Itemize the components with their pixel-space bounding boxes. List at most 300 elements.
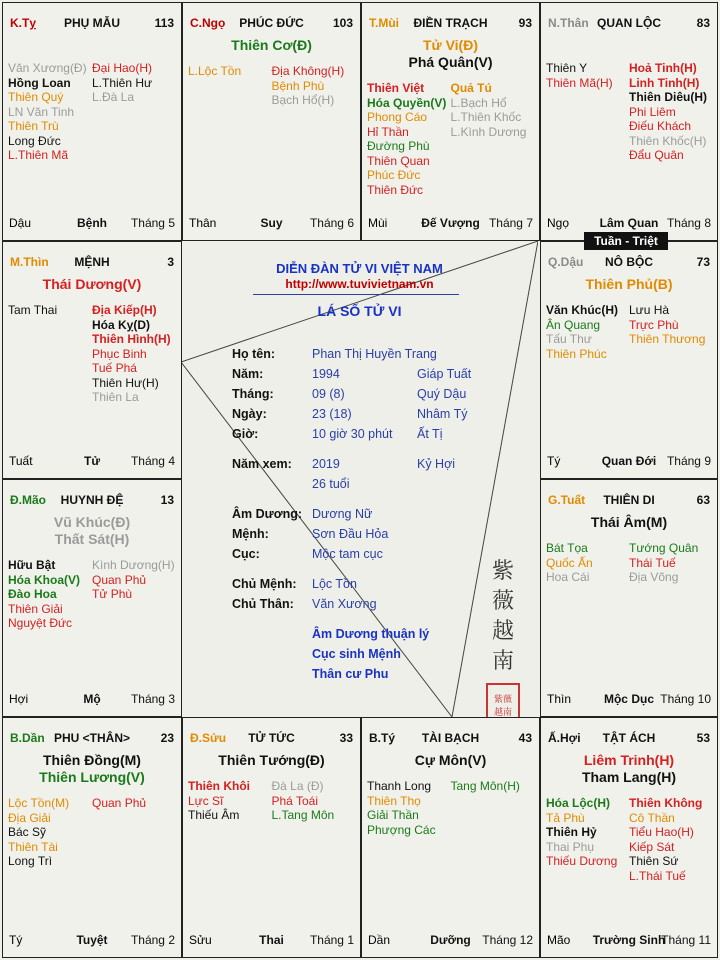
minor-star: Thái Tuế [629, 555, 676, 570]
info-value: Phan Thị Huyền Trang [312, 347, 437, 361]
minor-stars [8, 61, 176, 163]
earthly-branch: Mùi [368, 216, 388, 230]
star-column-left [188, 64, 272, 108]
palace-header [548, 255, 710, 271]
palace-cell [2, 717, 182, 958]
minor-stars [367, 81, 534, 197]
palace-name: ĐIỀN TRẠCH [413, 16, 488, 30]
life-phase: Bệnh [77, 216, 107, 230]
minor-star: Hỉ Thần [367, 124, 409, 139]
info-value: 1994 [312, 367, 340, 381]
heavenly-stem: N.Thân [548, 16, 589, 30]
star-column-left [367, 779, 451, 837]
info-label: Mệnh: [232, 527, 269, 541]
earthly-branch: Thân [189, 216, 217, 230]
star-column-left [8, 796, 92, 869]
minor-star: Bát Tọa [546, 541, 588, 555]
minor-star: L.Đà La [92, 90, 135, 104]
minor-star: Lộc Tồn(M) [8, 796, 70, 810]
star-column-left [367, 81, 451, 197]
star-column-left [546, 796, 629, 883]
info-value: Mộc tam cục [312, 547, 383, 561]
minor-star: Địa Giải [8, 810, 51, 825]
minor-star: Thiên Khôi [188, 779, 250, 793]
heavenly-stem: B.Dần [10, 731, 45, 745]
calligraphy-seal [481, 557, 525, 717]
minor-star: Đà La (Đ) [271, 779, 324, 793]
star-column-left [546, 303, 629, 361]
info-label: Giờ: [232, 427, 259, 441]
major-star: Thiên Phủ(B) [585, 276, 673, 292]
life-phase: Suy [260, 216, 283, 230]
major-star: Phá Quân(V) [408, 54, 493, 70]
month-label: Tháng 10 [660, 692, 711, 706]
palace-cell [540, 717, 718, 958]
info-value: Sơn Đầu Hỏa [312, 527, 389, 541]
info-value-canchi: Nhâm Tý [417, 407, 468, 421]
major-star: Thái Âm(M) [590, 514, 668, 530]
palace-name: MỆNH [74, 255, 110, 269]
minor-star: Tướng Quân [629, 541, 699, 555]
star-column-right [629, 61, 712, 163]
minor-star: Bạch Hổ(H) [271, 93, 335, 107]
palace-footer [547, 692, 711, 706]
forum-name: DIỄN ĐÀN TỬ VI VIỆT NAM [276, 261, 443, 276]
info-value: 26 tuổi [312, 477, 350, 491]
minor-star: Hoả Tinh(H) [629, 61, 697, 75]
star-column-right [629, 541, 712, 585]
month-label: Tháng 9 [666, 454, 711, 468]
major-stars [183, 752, 360, 769]
palace-header [10, 16, 174, 32]
minor-star: Điếu Khách [629, 119, 692, 133]
major-stars [541, 276, 717, 293]
major-star: Thiên Tướng(Đ) [218, 752, 325, 768]
minor-star: Quốc Ấn [546, 555, 593, 570]
star-column-right [272, 64, 356, 108]
minor-star: Thiên Khốc(H) [629, 133, 707, 148]
minor-star: Phượng Các [367, 822, 436, 837]
info-value-canchi: Quý Dậu [417, 387, 467, 401]
palace-number: 23 [160, 731, 174, 745]
minor-star: Địa Không(H) [271, 64, 345, 78]
palace-footer [547, 933, 711, 947]
major-star: Thiên Đồng(M) [43, 752, 141, 768]
heavenly-stem: Đ.Mão [10, 493, 46, 507]
star-column-right [92, 303, 176, 405]
tuan-triet-label: Tuần - Triệt [584, 232, 668, 250]
star-column-right [629, 303, 712, 361]
earthly-branch: Tý [9, 933, 23, 947]
earthly-branch: Ngọ [547, 216, 570, 230]
palace-name: NÔ BỘC [605, 255, 653, 269]
calligraphy-char: 紫 [491, 559, 514, 584]
major-star: Tử Vi(Đ) [423, 37, 478, 53]
earthly-branch: Mão [547, 933, 571, 947]
earthly-branch: Dậu [9, 216, 32, 230]
info-value: 23 (18) [312, 407, 352, 421]
info-label: Chủ Mệnh: [232, 577, 297, 591]
minor-star: L.Thiên Hư [92, 75, 153, 90]
minor-star: Kình Dương(H) [92, 558, 175, 572]
minor-star: Văn Xương(Đ) [8, 61, 87, 75]
earthly-branch: Dần [368, 933, 391, 947]
minor-star: Địa Kiếp(H) [92, 303, 157, 317]
palace-cell [540, 2, 718, 241]
minor-star: L.Kình Dương [450, 124, 527, 139]
minor-star: L.Thiên Mã [8, 148, 69, 162]
palace-number: 33 [339, 731, 353, 745]
minor-star: Tang Môn(H) [450, 779, 520, 793]
minor-star: Phi Liêm [629, 104, 676, 119]
heavenly-stem: Q.Dậu [548, 255, 584, 269]
palace-header [369, 16, 532, 32]
minor-star: Phúc Đức [367, 168, 421, 182]
minor-star: Thiên Hỷ [546, 825, 597, 839]
minor-star: Tam Thai [8, 303, 58, 317]
palace-name: PHỤ MẪU [64, 16, 120, 30]
earthly-branch: Tuất [9, 454, 33, 468]
minor-star: Thiên Không [629, 796, 703, 810]
chart-note: Thân cư Phu [312, 667, 389, 681]
minor-star: Phá Toái [271, 793, 318, 808]
horoscope-chart [2, 2, 718, 958]
star-column-right [92, 61, 176, 163]
minor-star: Thiên Hư(H) [92, 375, 159, 390]
minor-star: Quả Tú [450, 81, 492, 95]
star-column-right [629, 796, 712, 883]
palace-header [10, 731, 174, 747]
info-label: Năm: [232, 367, 264, 381]
minor-star: Hóa Kỵ(D) [92, 317, 151, 332]
star-column-left [546, 541, 629, 585]
month-label: Tháng 3 [130, 692, 175, 706]
palace-number: 93 [518, 16, 532, 30]
minor-star: Hoa Cái [546, 570, 590, 584]
minor-star: Hóa Lộc(H) [546, 796, 610, 810]
minor-star: Phục Binh [92, 346, 147, 361]
palace-name: PHÚC ĐỨC [239, 16, 304, 30]
info-label: Ngày: [232, 407, 267, 421]
month-label: Tháng 1 [309, 933, 354, 947]
minor-star: Thiên Mã(H) [546, 75, 613, 90]
palace-cell [361, 2, 540, 241]
major-star: Thiên Lương(V) [39, 769, 145, 785]
calligraphy-char: 越 [491, 619, 514, 644]
center-info-panel [181, 241, 538, 717]
palace-footer [368, 933, 533, 947]
minor-star: Thiếu Dương [546, 854, 618, 868]
minor-star: Thiên Tài [8, 839, 58, 854]
minor-star: Ân Quang [546, 317, 601, 332]
minor-star: Trực Phù [629, 317, 679, 332]
minor-star: Thiên Y [546, 61, 588, 75]
earthly-branch: Thìn [547, 692, 572, 706]
major-star: Tham Lang(H) [581, 769, 677, 785]
earthly-branch: Tý [547, 454, 561, 468]
palace-name: PHU <THÂN> [53, 731, 130, 745]
month-label: Tháng 11 [661, 933, 711, 947]
major-stars [183, 37, 360, 54]
minor-stars [546, 303, 712, 361]
palace-number: 73 [696, 255, 710, 269]
star-column-right [92, 558, 176, 631]
star-column-left [546, 61, 629, 163]
minor-star: Tiểu Hao(H) [629, 825, 694, 839]
month-label: Tháng 2 [130, 933, 175, 947]
minor-star: Thiên Hình(H) [92, 332, 171, 346]
life-phase: Mộ [83, 692, 101, 706]
palace-name: TÀI BẠCH [421, 731, 480, 745]
heavenly-stem: B.Tý [369, 731, 396, 745]
minor-star: Thai Phụ [546, 839, 595, 854]
info-value: 2019 [312, 457, 340, 471]
palace-footer [9, 454, 175, 468]
palace-name: TẬT ÁCH [602, 731, 656, 745]
palace-header [548, 16, 710, 32]
minor-star: Đại Hao(H) [92, 61, 153, 75]
star-column-right [451, 81, 535, 197]
major-star: Liêm Trinh(H) [583, 752, 675, 768]
minor-star: Phong Cáo [367, 110, 428, 124]
minor-star: Địa Võng [629, 570, 679, 584]
major-star: Thái Dương(V) [42, 276, 142, 292]
minor-star: Thiên Quan [367, 153, 430, 168]
chart-note: Cục sinh Mệnh [312, 647, 401, 661]
info-value: 09 (8) [312, 387, 345, 401]
minor-star: L.Bạch Hổ [450, 95, 507, 110]
minor-star: Bác Sỹ [8, 825, 47, 839]
forum-url[interactable]: http://www.tuvivietnam.vn [285, 277, 434, 291]
major-stars [541, 514, 717, 531]
minor-star: Thiên Diêu(H) [629, 90, 707, 104]
heavenly-stem: T.Mùi [369, 16, 399, 30]
palace-header [190, 731, 353, 747]
minor-star: Thiếu Âm [188, 808, 240, 822]
life-phase: Đế Vượng [421, 216, 480, 230]
minor-star: Đẩu Quân [629, 148, 684, 162]
info-label: Họ tên: [232, 347, 276, 361]
minor-stars [546, 541, 712, 585]
minor-star: Hóa Khoa(V) [8, 572, 80, 587]
minor-star: Tuế Phá [92, 361, 137, 375]
minor-star: Thiên Quý [8, 90, 64, 104]
major-star: Vũ Khúc(Đ) [53, 514, 131, 530]
palace-name: HUYNH ĐỆ [60, 493, 124, 507]
heavenly-stem: C.Ngọ [190, 16, 226, 30]
calligraphy-char: 南 [491, 649, 514, 674]
minor-star: Thiên Sứ [629, 854, 679, 868]
minor-star: Thiên Thương [629, 332, 706, 346]
heavenly-stem: G.Tuất [548, 493, 586, 507]
info-value: 10 giờ 30 phút [312, 427, 393, 441]
palace-footer [9, 216, 175, 230]
heavenly-stem: Ấ.Hợi [548, 731, 581, 745]
life-phase: Tuyệt [76, 933, 108, 947]
info-label: Tháng: [232, 387, 274, 401]
life-phase: Tử [83, 454, 101, 468]
major-star: Thiên Cơ(Đ) [231, 37, 312, 53]
month-label: Tháng 12 [482, 933, 533, 947]
minor-star: Hữu Bật [8, 558, 56, 572]
minor-star: L.Tang Môn [271, 808, 335, 822]
minor-star: Thiên Trù [8, 119, 59, 133]
palace-name: THIÊN DI [603, 493, 655, 507]
life-phase: Quan Đới [601, 454, 657, 468]
star-column-left [8, 303, 92, 405]
info-label: Chủ Thân: [232, 597, 294, 611]
info-label: Năm xem: [232, 457, 292, 471]
life-phase: Mộc Dục [603, 692, 654, 706]
minor-star: L.Thiên Khốc [450, 110, 522, 124]
minor-star: Thiên Giải [8, 601, 63, 616]
minor-star: Cô Thần [629, 810, 675, 825]
heavenly-stem: K.Tỵ [10, 16, 37, 30]
info-value-canchi: Giáp Tuất [417, 367, 472, 381]
palace-cell [182, 2, 361, 241]
info-value: Dương Nữ [312, 507, 373, 521]
minor-star: Thiên Việt [367, 81, 425, 95]
minor-stars [8, 558, 176, 631]
minor-star: Văn Khúc(H) [546, 303, 618, 317]
palace-number: 103 [332, 16, 353, 30]
palace-header [548, 731, 710, 747]
minor-stars [188, 779, 355, 823]
major-stars [362, 37, 539, 71]
palace-name: TỬ TỨC [248, 731, 295, 745]
palace-footer [189, 933, 354, 947]
palace-cell [182, 717, 361, 958]
minor-star: Giải Thần [367, 808, 419, 822]
minor-star: LN Văn Tinh [8, 104, 75, 119]
minor-star: L.Thái Tuế [629, 868, 686, 883]
minor-stars [8, 303, 176, 405]
earthly-branch: Sửu [189, 933, 212, 947]
minor-star: Hồng Loan [8, 75, 71, 90]
chart-note: Âm Dương thuận lý [312, 627, 430, 641]
palace-footer [547, 454, 711, 468]
minor-star: Tả Phù [546, 810, 585, 825]
minor-star: Linh Tinh(H) [629, 75, 700, 90]
minor-star: Đào Hoa [8, 587, 57, 601]
chart-title: LÁ SỐ TỬ VI [317, 303, 402, 319]
palace-cell [2, 479, 182, 717]
palace-cell [361, 717, 540, 958]
star-column-left [8, 61, 92, 163]
life-phase: Thai [259, 933, 284, 947]
minor-star: Đường Phù [367, 139, 430, 153]
palace-header [10, 255, 174, 271]
minor-star: Lực Sĩ [188, 793, 224, 808]
palace-name: QUAN LỘC [597, 16, 661, 30]
heavenly-stem: Đ.Sửu [190, 731, 227, 745]
info-label: Cục: [232, 547, 260, 561]
minor-star: L.Lộc Tồn [188, 64, 242, 78]
major-stars [3, 752, 181, 786]
info-value: Văn Xương [312, 597, 377, 611]
minor-stars [188, 64, 355, 108]
star-column-right [272, 779, 356, 823]
month-label: Tháng 5 [130, 216, 175, 230]
palace-cell [2, 2, 182, 241]
minor-star: Long Trì [8, 854, 53, 868]
minor-star: Thiên Thọ [367, 793, 421, 808]
palace-footer [9, 692, 175, 706]
palace-number: 43 [518, 731, 532, 745]
palace-number: 113 [154, 16, 174, 30]
star-column-right [92, 796, 176, 869]
month-label: Tháng 6 [309, 216, 354, 230]
month-label: Tháng 7 [488, 216, 533, 230]
palace-footer [9, 933, 175, 947]
star-column-left [8, 558, 92, 631]
minor-stars [546, 796, 712, 883]
minor-star: Long Đức [8, 133, 61, 148]
calligraphy-char: 薇 [491, 589, 514, 614]
palace-footer [368, 216, 533, 230]
url-underline [253, 294, 459, 295]
life-phase: Lâm Quan [599, 216, 659, 230]
heavenly-stem: M.Thìn [10, 255, 49, 269]
minor-star: Thiên Phúc [546, 346, 607, 361]
info-value-canchi: Kỷ Hợi [417, 457, 456, 471]
red-stamp-icon: 紫薇 越南 [486, 683, 520, 717]
info-value: Lộc Tồn [312, 577, 357, 591]
palace-number: 63 [696, 493, 710, 507]
palace-header [10, 493, 174, 509]
minor-star: Tấu Thư [546, 332, 592, 346]
major-stars [541, 752, 717, 786]
month-label: Tháng 4 [130, 454, 175, 468]
major-stars [3, 276, 181, 293]
star-column-left [188, 779, 272, 823]
minor-star: Bệnh Phù [271, 78, 325, 93]
major-stars [362, 752, 539, 769]
major-star: Thất Sát(H) [54, 531, 130, 547]
minor-star: Nguyệt Đức [8, 616, 73, 630]
info-label: Âm Dương: [232, 507, 303, 521]
palace-number: 53 [696, 731, 710, 745]
minor-star: Tử Phù [92, 587, 133, 601]
minor-star: Hóa Quyền(V) [367, 95, 447, 110]
palace-cell [540, 479, 718, 717]
major-stars [3, 514, 181, 548]
info-value-canchi: Ất Tị [417, 427, 443, 441]
palace-header [190, 16, 353, 32]
month-label: Tháng 8 [666, 216, 711, 230]
star-column-right [451, 779, 535, 837]
palace-footer [547, 216, 711, 230]
minor-stars [546, 61, 712, 163]
minor-star: Quan Phủ [92, 796, 147, 810]
palace-footer [189, 216, 354, 230]
life-phase: Trường Sinh [592, 933, 666, 947]
minor-star: Thiên La [92, 390, 139, 404]
palace-cell [2, 241, 182, 479]
minor-stars [367, 779, 534, 837]
minor-star: Kiếp Sát [629, 839, 675, 854]
palace-header [548, 493, 710, 509]
palace-number: 83 [696, 16, 710, 30]
life-phase: Dưỡng [430, 933, 471, 947]
earthly-branch: Hợi [9, 692, 29, 706]
minor-star: Thanh Long [367, 779, 432, 793]
palace-number: 13 [160, 493, 174, 507]
minor-stars [8, 796, 176, 869]
minor-star: Quan Phủ [92, 572, 147, 587]
palace-number: 3 [167, 255, 174, 269]
major-star: Cự Môn(V) [414, 752, 487, 768]
